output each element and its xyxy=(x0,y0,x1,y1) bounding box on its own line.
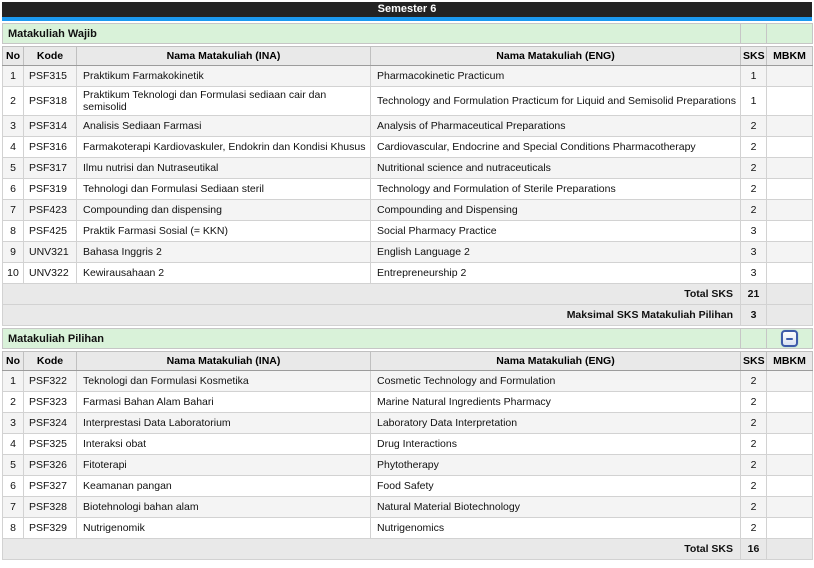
cell-kode: PSF323 xyxy=(24,392,77,413)
section-mbkm-cell xyxy=(767,24,813,44)
column-header-row xyxy=(3,47,813,66)
table-row xyxy=(3,137,813,158)
cell-eng: Cardiovascular, Endocrine and Special Conditions Pharmacotherapy xyxy=(371,137,741,158)
cell-ina: Fitoterapi xyxy=(77,455,371,476)
cell-mbkm xyxy=(767,497,813,518)
table-row xyxy=(3,476,813,497)
wajib-course-table xyxy=(2,46,813,326)
cell-kode: PSF327 xyxy=(24,476,77,497)
cell-kode: UNV322 xyxy=(24,263,77,284)
cell-no: 7 xyxy=(3,497,24,518)
cell-eng: Marine Natural Ingredients Pharmacy xyxy=(371,392,741,413)
cell-mbkm xyxy=(767,305,813,326)
cell-kode: PSF314 xyxy=(24,116,77,137)
cell-ina: Analisis Sediaan Farmasi xyxy=(77,116,371,137)
col-header-no: No xyxy=(3,352,24,371)
cell-mbkm xyxy=(767,200,813,221)
cell-no: 4 xyxy=(3,434,24,455)
cell-eng: Cosmetic Technology and Formulation xyxy=(371,371,741,392)
table-row xyxy=(3,158,813,179)
section-header-row xyxy=(3,329,813,349)
cell-no: 10 xyxy=(3,263,24,284)
cell-ina: Teknologi dan Formulasi Kosmetika xyxy=(77,371,371,392)
cell-sks: 2 xyxy=(741,158,767,179)
table-row xyxy=(3,116,813,137)
cell-sks: 2 xyxy=(741,413,767,434)
cell-mbkm xyxy=(767,539,813,560)
cell-kode: PSF328 xyxy=(24,497,77,518)
cell-ina: Tehnologi dan Formulasi Sediaan steril xyxy=(77,179,371,200)
total-label: Maksimal SKS Matakuliah Pilihan xyxy=(3,305,741,326)
col-header-ina: Nama Matakuliah (INA) xyxy=(77,47,371,66)
section-mbkm-cell xyxy=(767,329,813,349)
col-header-eng: Nama Matakuliah (ENG) xyxy=(371,352,741,371)
cell-sks: 2 xyxy=(741,200,767,221)
cell-no: 3 xyxy=(3,116,24,137)
table-row xyxy=(3,497,813,518)
cell-no: 7 xyxy=(3,200,24,221)
col-header-kode: Kode xyxy=(24,47,77,66)
cell-ina: Praktik Farmasi Sosial (= KKN) xyxy=(77,221,371,242)
cell-kode: PSF324 xyxy=(24,413,77,434)
cell-sks: 3 xyxy=(741,242,767,263)
cell-sks: 2 xyxy=(741,392,767,413)
cell-sks: 2 xyxy=(741,371,767,392)
cell-no: 2 xyxy=(3,87,24,116)
pilihan-course-table xyxy=(2,351,813,560)
cell-kode: PSF319 xyxy=(24,179,77,200)
table-row xyxy=(3,434,813,455)
cell-no: 6 xyxy=(3,476,24,497)
section-sks-cell xyxy=(741,329,767,349)
cell-no: 6 xyxy=(3,179,24,200)
table-row xyxy=(3,263,813,284)
minus-icon xyxy=(786,338,793,340)
cell-no: 8 xyxy=(3,518,24,539)
cell-kode: PSF315 xyxy=(24,66,77,87)
cell-eng: Technology and Formulation of Sterile Preparations xyxy=(371,179,741,200)
cell-ina: Bahasa Inggris 2 xyxy=(77,242,371,263)
cell-kode: PSF325 xyxy=(24,434,77,455)
cell-sks: 2 xyxy=(741,497,767,518)
semester-title-bar xyxy=(2,2,812,21)
cell-mbkm xyxy=(767,137,813,158)
cell-kode: PSF316 xyxy=(24,137,77,158)
col-header-sks: SKS xyxy=(741,47,767,66)
col-header-ina: Nama Matakuliah (INA) xyxy=(77,352,371,371)
cell-kode: PSF318 xyxy=(24,87,77,116)
cell-mbkm xyxy=(767,242,813,263)
section-header-row xyxy=(3,24,813,44)
cell-eng: Social Pharmacy Practice xyxy=(371,221,741,242)
collapse-section-button[interactable] xyxy=(781,330,798,347)
table-row xyxy=(3,392,813,413)
table-row xyxy=(3,66,813,87)
cell-mbkm xyxy=(767,116,813,137)
cell-eng: Phytotherapy xyxy=(371,455,741,476)
section-title: Matakuliah Wajib xyxy=(3,24,741,44)
cell-sks: 3 xyxy=(741,263,767,284)
cell-mbkm xyxy=(767,66,813,87)
cell-no: 3 xyxy=(3,413,24,434)
table-row xyxy=(3,242,813,263)
cell-ina: Farmasi Bahan Alam Bahari xyxy=(77,392,371,413)
cell-mbkm xyxy=(767,413,813,434)
cell-sks: 2 xyxy=(741,137,767,158)
col-header-mbkm: MBKM xyxy=(767,47,813,66)
cell-kode: PSF322 xyxy=(24,371,77,392)
cell-kode: PSF317 xyxy=(24,158,77,179)
cell-mbkm xyxy=(767,263,813,284)
total-label: Total SKS xyxy=(3,284,741,305)
section-title: Matakuliah Pilihan xyxy=(3,329,741,349)
cell-no: 8 xyxy=(3,221,24,242)
cell-eng: Entrepreneurship 2 xyxy=(371,263,741,284)
cell-eng: Food Safety xyxy=(371,476,741,497)
cell-sks: 2 xyxy=(741,518,767,539)
cell-mbkm xyxy=(767,284,813,305)
cell-mbkm xyxy=(767,476,813,497)
table-row xyxy=(3,371,813,392)
table-row xyxy=(3,179,813,200)
cell-no: 5 xyxy=(3,455,24,476)
cell-sks: 1 xyxy=(741,66,767,87)
cell-sks: 2 xyxy=(741,434,767,455)
cell-ina: Farmakoterapi Kardiovaskuler, Endokrin dan Kondisi Khusus xyxy=(77,137,371,158)
cell-ina: Nutrigenomik xyxy=(77,518,371,539)
total-row xyxy=(3,305,813,326)
cell-ina: Interprestasi Data Laboratorium xyxy=(77,413,371,434)
total-label: Total SKS xyxy=(3,539,741,560)
cell-no: 4 xyxy=(3,137,24,158)
cell-mbkm xyxy=(767,179,813,200)
cell-mbkm xyxy=(767,392,813,413)
page-title: Semester 6 xyxy=(377,3,437,15)
cell-mbkm xyxy=(767,221,813,242)
cell-ina: Keamanan pangan xyxy=(77,476,371,497)
cell-ina: Praktikum Farmakokinetik xyxy=(77,66,371,87)
cell-eng: Pharmacokinetic Practicum xyxy=(371,66,741,87)
col-header-mbkm: MBKM xyxy=(767,352,813,371)
cell-ina: Ilmu nutrisi dan Nutraseutikal xyxy=(77,158,371,179)
cell-eng: Analysis of Pharmaceutical Preparations xyxy=(371,116,741,137)
cell-eng: Natural Material Biotechnology xyxy=(371,497,741,518)
section-sks-cell xyxy=(741,24,767,44)
cell-sks: 2 xyxy=(741,116,767,137)
cell-no: 9 xyxy=(3,242,24,263)
cell-mbkm xyxy=(767,371,813,392)
col-header-kode: Kode xyxy=(24,352,77,371)
table-row xyxy=(3,221,813,242)
cell-kode: PSF329 xyxy=(24,518,77,539)
section-header-wajib xyxy=(2,23,813,44)
cell-kode: PSF326 xyxy=(24,455,77,476)
cell-no: 5 xyxy=(3,158,24,179)
col-header-sks: SKS xyxy=(741,352,767,371)
cell-kode: PSF423 xyxy=(24,200,77,221)
total-value: 16 xyxy=(741,539,767,560)
total-value: 21 xyxy=(741,284,767,305)
cell-kode: UNV321 xyxy=(24,242,77,263)
cell-ina: Compounding dan dispensing xyxy=(77,200,371,221)
cell-no: 2 xyxy=(3,392,24,413)
table-row xyxy=(3,200,813,221)
col-header-no: No xyxy=(3,47,24,66)
table-row xyxy=(3,413,813,434)
cell-mbkm xyxy=(767,455,813,476)
section-header-pilihan xyxy=(2,328,813,349)
cell-kode: PSF425 xyxy=(24,221,77,242)
cell-ina: Praktikum Teknologi dan Formulasi sediaan cair dan semisolid xyxy=(77,87,371,116)
cell-eng: Technology and Formulation Practicum for Liquid and Semisolid Preparations xyxy=(371,87,741,116)
total-value: 3 xyxy=(741,305,767,326)
cell-mbkm xyxy=(767,518,813,539)
column-header-row xyxy=(3,352,813,371)
col-header-eng: Nama Matakuliah (ENG) xyxy=(371,47,741,66)
cell-ina: Interaksi obat xyxy=(77,434,371,455)
cell-sks: 2 xyxy=(741,455,767,476)
cell-eng: Drug Interactions xyxy=(371,434,741,455)
cell-no: 1 xyxy=(3,66,24,87)
cell-sks: 2 xyxy=(741,476,767,497)
cell-eng: Nutritional science and nutraceuticals xyxy=(371,158,741,179)
total-row xyxy=(3,284,813,305)
cell-mbkm xyxy=(767,87,813,116)
cell-eng: Nutrigenomics xyxy=(371,518,741,539)
total-row xyxy=(3,539,813,560)
cell-sks: 2 xyxy=(741,179,767,200)
cell-mbkm xyxy=(767,158,813,179)
table-row xyxy=(3,87,813,116)
cell-ina: Biotehnologi bahan alam xyxy=(77,497,371,518)
cell-eng: Compounding and Dispensing xyxy=(371,200,741,221)
table-row xyxy=(3,518,813,539)
cell-mbkm xyxy=(767,434,813,455)
cell-no: 1 xyxy=(3,371,24,392)
cell-sks: 3 xyxy=(741,221,767,242)
table-row xyxy=(3,455,813,476)
cell-ina: Kewirausahaan 2 xyxy=(77,263,371,284)
cell-sks: 1 xyxy=(741,87,767,116)
cell-eng: Laboratory Data Interpretation xyxy=(371,413,741,434)
cell-eng: English Language 2 xyxy=(371,242,741,263)
